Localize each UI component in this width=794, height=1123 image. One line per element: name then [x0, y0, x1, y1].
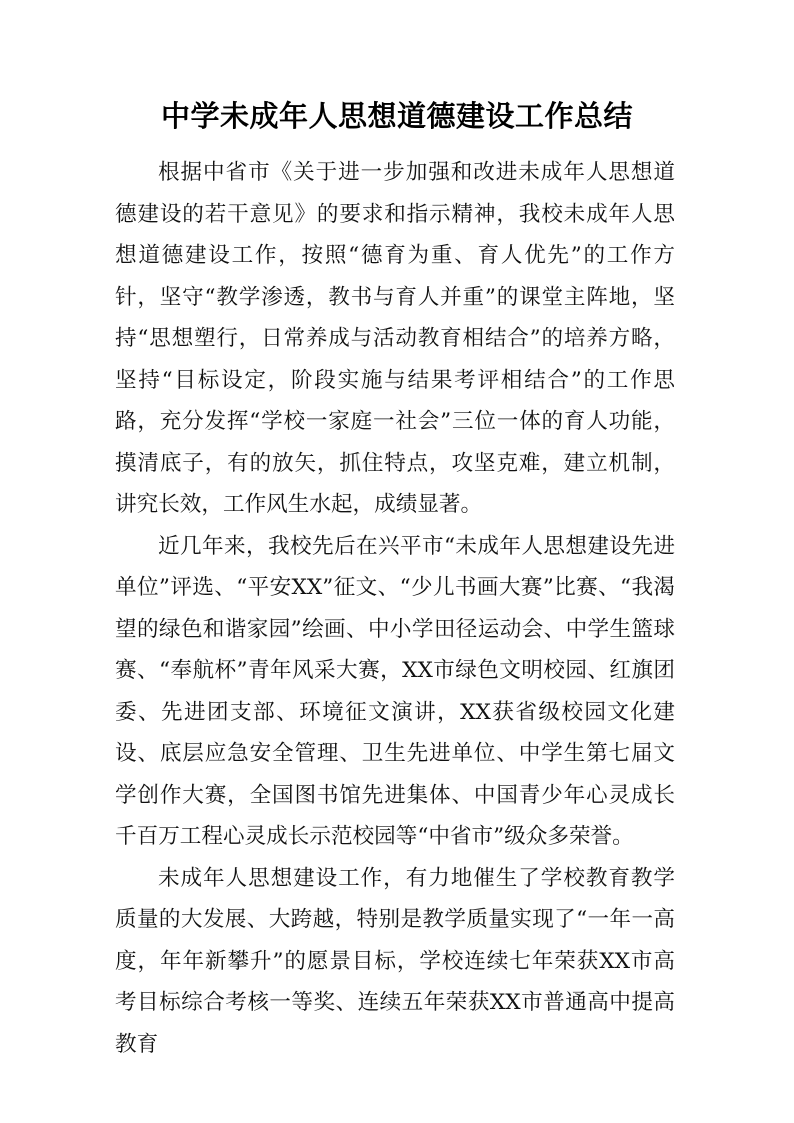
document-title: 中学未成年人思想道德建设工作总结	[160, 99, 633, 133]
document-body	[115, 152, 675, 1065]
paragraph-1: 根据中省市《关于进一步加强和改进未成年人思想道德建设的若干意见》的要求和指示精神，我校未成年人思想道德建设工作，按照“德育为重、育人优先”的工作方针，坚守“教学渗透，教书与育人并重”的课堂主阵地，坚持“思想塑行，日常养成与活动教育相结合”的培养方略，坚持“目标设定，阶段实施与结果考评相结合”的工作思路，充分发挥“学校一家庭一社会”三位一体的育人功能，摸清底子，有的放矢，抓住特点，攻坚克难，建立机制，讲究长效，工作风生水起，成绩显著。	[115, 160, 675, 517]
paragraph-3: 未成年人思想建设工作，有力地催生了学校教育教学质量的大发展、大跨越，特别是教学质量实现了“一年一高度，年年新攀升”的愿景目标，学校连续七年荣获XX市高考目标综合考核一等奖、连续五年荣获XX市普通高中提高教育	[115, 865, 675, 1057]
paragraph-2: 近几年来，我校先后在兴平市“未成年人思想建设先进单位”评选、“平安XX”征文、“少儿书画大赛”比赛、“我渴望的绿色和谐家园”绘画、中小学田径运动会、中学生篮球赛、“奉航杯”青年风采大赛，XX市绿色文明校园、红旗团委、先进团支部、环境征文演讲，XX获省级校园文化建设、底层应急安全管理、卫生先进单位、中学生第七届文学创作大赛，全国图书馆先进集体、中国青少年心灵成长千百万工程心灵成长示范校园等“中省市”级众多荣誉。	[115, 533, 675, 849]
